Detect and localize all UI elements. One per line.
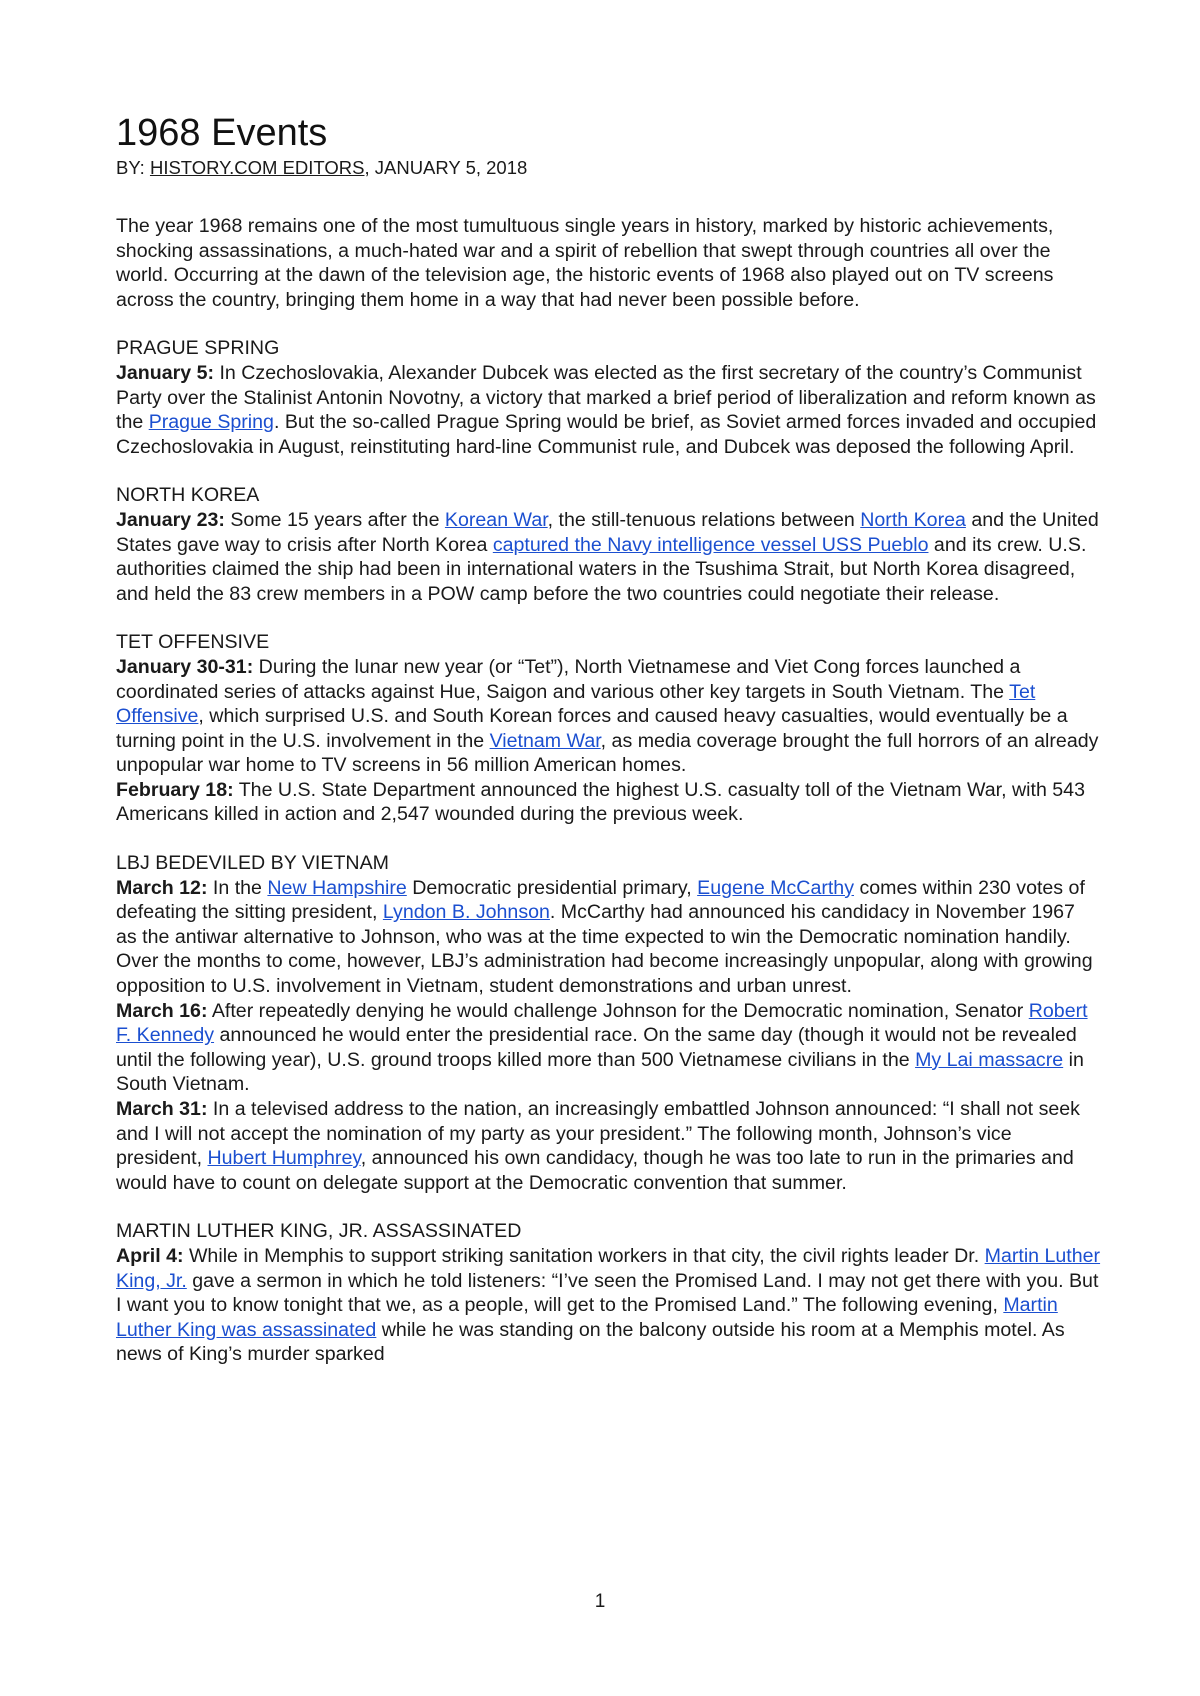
entry-text: . But the so-called Prague Spring would be brief, as Soviet armed forces invaded and occupied Czechoslovakia in August, reinstituting hard-line Communist rule, and Dubcek was deposed the following April.	[116, 411, 1097, 458]
inline-link[interactable]: New Hampshire	[267, 876, 407, 899]
entry-text: while he was standing on the balcony outside his room at a Memphis motel. As news of King’s murder sparked	[116, 1318, 1065, 1366]
inline-link[interactable]: Hubert Humphrey	[207, 1147, 361, 1170]
entry-text: Some 15 years after the	[224, 508, 445, 531]
timeline-entry	[116, 1244, 1101, 1367]
entry-text: , as media coverage brought the full horrors of an already unpopular war home to TV screens in 56 million American homes.	[116, 729, 1099, 777]
entry-text: While in Memphis to support striking sanitation workers in that city, the civil rights leader Dr.	[183, 1244, 985, 1267]
inline-link[interactable]: Robert F. Kennedy	[116, 999, 1088, 1047]
section	[116, 483, 1101, 606]
byline-author[interactable]: HISTORY.COM EDITORS	[149, 157, 365, 178]
page-number: 1	[594, 1591, 606, 1612]
timeline-entry	[116, 778, 1101, 827]
entry-text: and the United States gave way to crisis after North Korea	[116, 508, 1099, 556]
entry-text: and its crew. U.S. authorities claimed the ship had been in international waters in the Tsushima Strait, but North Korea disagreed, and held the 83 crew members in a POW camp before the two countries could negotiate their release.	[116, 533, 1087, 605]
intro-paragraph: The year 1968 remains one of the most tumultuous single years in history, marked by historic achievements, shocking assassinations, a much-hated war and a spirit of rebellion that swept through countries all over the world. Occurring at the dawn of the television age, the historic events of 1968 also played out on TV screens across the country, bringing them home in a way that had never been possible before.	[116, 215, 1054, 311]
byline-date: , JANUARY 5, 2018	[364, 157, 528, 178]
entry-text: announced he would enter the presidential race. On the same day (though it would not be revealed until the following year), U.S. ground troops killed more than 500 Vietnamese civilians in the	[116, 1024, 1077, 1071]
entry-text: During the lunar new year (or “Tet”), North Vietnamese and Viet Cong forces launched a coordinated series of attacks against Hue, Saigon and various other key targets in South Vietnam. The	[116, 655, 1021, 703]
inline-link[interactable]: Korean War	[444, 508, 548, 531]
document-title: 1968 Events	[116, 112, 328, 154]
section-heading: NORTH KOREA	[116, 484, 260, 507]
section-heading: MARTIN LUTHER KING, JR. ASSASSINATED	[116, 1220, 522, 1243]
entry-text: , announced his own candidacy, though he was too late to run in the primaries and would have to count on delegate support at the Democratic convention that summer.	[116, 1147, 1074, 1194]
timeline-entry	[116, 361, 1101, 459]
entry-text: In a televised address to the nation, an increasingly embattled Johnson announced: “I shall not seek and I will not accept the nomination of my party as your president.” The following month, Johnson’s vice president,	[116, 1098, 1080, 1170]
entry-text: After repeatedly denying he would challenge Johnson for the Democratic nomination, Senator	[207, 999, 1029, 1022]
entry-text: in South Vietnam.	[116, 1048, 1084, 1096]
inline-link[interactable]: Eugene McCarthy	[697, 876, 854, 899]
section-heading: PRAGUE SPRING	[116, 337, 280, 360]
inline-link[interactable]: North Korea	[860, 508, 966, 531]
entry-date: March 31:	[116, 1098, 208, 1120]
entry-date: January 30-31:	[116, 655, 254, 678]
entry-text: , which surprised U.S. and South Korean forces and caused heavy casualties, would eventually be a turning point in the U.S. involvement in the	[116, 705, 1068, 752]
entry-text: In Czechoslovakia, Alexander Dubcek was elected as the first secretary of the country’s Communist Party over the Stalinist Antonin Novotny, a victory that marked a brief period of liberalization and reform known as the	[116, 361, 1096, 434]
entry-text: Democratic presidential primary,	[406, 876, 698, 899]
byline	[116, 156, 1101, 180]
entry-date: February 18:	[116, 778, 234, 801]
inline-link[interactable]: My Lai massacre	[915, 1048, 1064, 1071]
byline-prefix: BY:	[116, 157, 150, 178]
inline-link[interactable]: Lyndon B. Johnson	[382, 901, 550, 924]
entry-text: comes within 230 votes of defeating the sitting president,	[116, 876, 1085, 924]
section	[116, 630, 1101, 827]
sections-container	[116, 336, 1101, 1367]
entry-date: January 23:	[116, 508, 225, 531]
timeline-entry	[116, 1097, 1101, 1195]
inline-link[interactable]: Prague Spring	[148, 411, 274, 434]
inline-link[interactable]: Martin Luther King was assassinated	[116, 1294, 1058, 1341]
inline-link[interactable]: Tet Offensive	[116, 680, 1036, 728]
timeline-entry	[116, 655, 1101, 778]
timeline-entry	[116, 508, 1101, 606]
inline-link[interactable]: captured the Navy intelligence vessel USS Pueblo	[492, 533, 929, 556]
section	[116, 1219, 1101, 1367]
inline-link[interactable]: Vietnam War	[489, 729, 601, 752]
entry-text: gave a sermon in which he told listeners: “I’ve seen the Promised Land. I may not get there with you. But I want you to know tonight that we, as a people, will get to the Promised Land.” The following evening,	[116, 1269, 1099, 1317]
section-heading: LBJ BEDEVILED BY VIETNAM	[116, 852, 389, 875]
section	[116, 336, 1101, 459]
section	[116, 851, 1101, 1195]
entry-text: The U.S. State Department announced the highest U.S. casualty toll of the Vietnam War, with 543 Americans killed in action and 2,547 wounded during the previous week.	[116, 778, 1085, 826]
inline-link[interactable]: Martin Luther King, Jr.	[116, 1244, 1101, 1292]
entry-text: , the still-tenuous relations between	[547, 508, 861, 531]
entry-date: March 12:	[116, 876, 208, 899]
entry-text: . McCarthy had announced his candidacy in November 1967 as the antiwar alternative to Johnson, who was at the time expected to win the Democratic nomination handily. Over the months to come, however, LBJ’s administration had become increasingly unpopular, along with growing opposition to U.S. involvement in Vietnam, student demonstrations and urban unrest.	[116, 901, 1093, 998]
entry-date: January 5:	[116, 361, 215, 384]
entry-date: March 16:	[116, 999, 208, 1022]
entry-text: In the	[207, 876, 268, 899]
document-page	[116, 112, 1101, 1367]
section-heading: TET OFFENSIVE	[116, 631, 270, 654]
entry-date: April 4:	[116, 1244, 184, 1267]
timeline-entry	[116, 999, 1101, 1097]
timeline-entry	[116, 876, 1101, 999]
